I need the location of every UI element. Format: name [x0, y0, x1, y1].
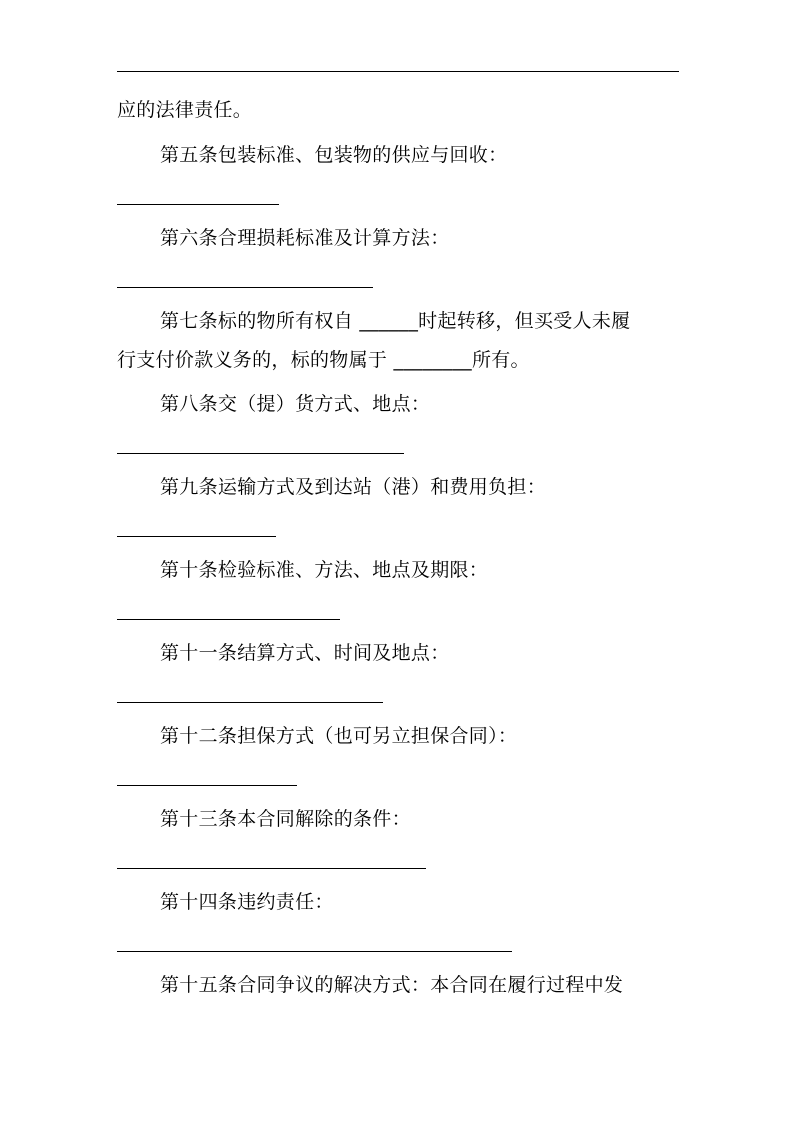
fill-blank-9 — [117, 536, 276, 537]
header-rule — [117, 71, 679, 72]
clause-11: 第十一条结算方式、时间及地点： — [160, 642, 450, 664]
clause-10: 第十条检验标准、方法、地点及期限： — [160, 559, 489, 581]
fill-blank-11 — [117, 702, 383, 703]
fill-blank-5 — [117, 204, 279, 205]
clause-7: 第七条标的物所有权自 ______时起转移，但买受人未履 — [160, 310, 631, 332]
clause-5: 第五条包装标准、包装物的供应与回收： — [160, 144, 508, 166]
clause-9: 第九条运输方式及到达站（港）和费用负担： — [160, 476, 547, 498]
clause-15: 第十五条合同争议的解决方式：本合同在履行过程中发 — [160, 974, 624, 996]
text-line-continuation: 应的法律责任。 — [117, 99, 253, 121]
clause-12: 第十二条担保方式（也可另立担保合同）： — [160, 725, 518, 747]
clause-13: 第十三条本合同解除的条件： — [160, 808, 411, 830]
fill-blank-6 — [117, 287, 373, 288]
fill-blank-12 — [117, 785, 297, 786]
fill-blank-14 — [117, 951, 512, 952]
clause-8: 第八条交（提）货方式、地点： — [160, 393, 431, 415]
clause-14: 第十四条违约责任： — [160, 891, 334, 913]
fill-blank-8 — [117, 453, 404, 454]
fill-blank-13 — [117, 868, 426, 869]
clause-6: 第六条合理损耗标准及计算方法： — [160, 227, 450, 249]
clause-7-continuation: 行支付价款义务的，标的物属于 ________所有。 — [117, 349, 530, 371]
fill-blank-10 — [117, 619, 340, 620]
